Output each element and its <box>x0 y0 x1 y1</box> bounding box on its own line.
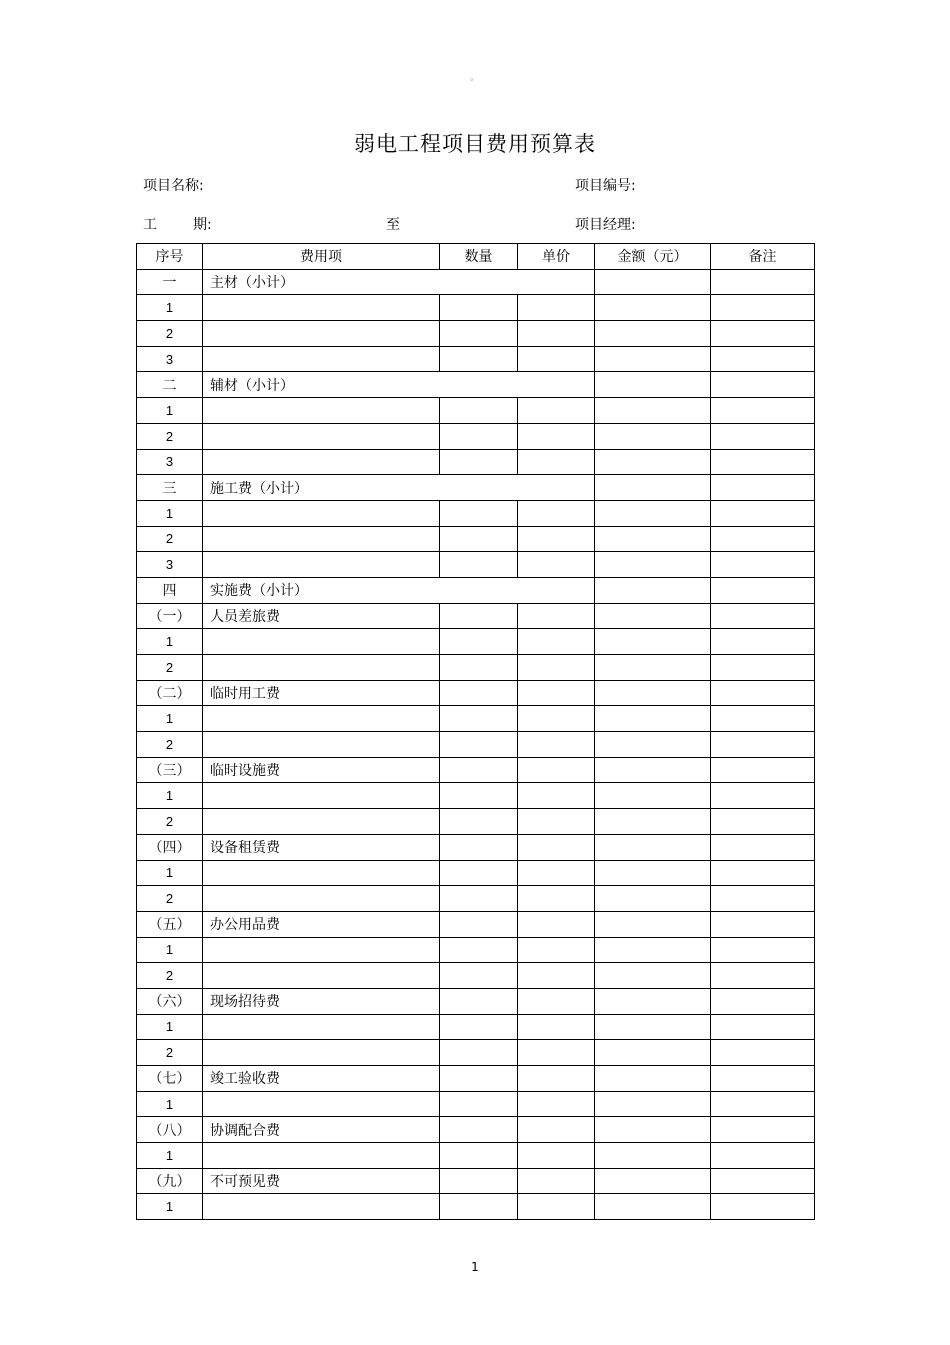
row-remark <box>711 321 815 347</box>
row-quantity <box>440 1117 518 1143</box>
row-item-name <box>203 655 440 681</box>
row-remark <box>711 1091 815 1117</box>
row-quantity <box>440 1168 518 1194</box>
row-unit-price <box>518 1194 595 1220</box>
row-item-name: 临时用工费 <box>203 680 440 706</box>
row-remark <box>711 475 815 501</box>
row-remark <box>711 500 815 526</box>
row-item-name <box>203 937 440 963</box>
row-remark <box>711 372 815 398</box>
row-unit-price <box>518 526 595 552</box>
row-unit-price <box>518 321 595 347</box>
row-item-name <box>203 1143 440 1169</box>
row-remark <box>711 834 815 860</box>
row-unit-price <box>518 500 595 526</box>
row-number: 1 <box>137 706 203 732</box>
row-remark <box>711 552 815 578</box>
row-number: 2 <box>137 732 203 758</box>
row-number: 2 <box>137 1040 203 1066</box>
row-amount <box>595 1091 711 1117</box>
table-row <box>137 757 815 783</box>
row-quantity <box>440 321 518 347</box>
table-row <box>137 732 815 758</box>
row-item-name <box>203 526 440 552</box>
table-row <box>137 629 815 655</box>
row-item-name <box>203 295 440 321</box>
row-quantity <box>440 295 518 321</box>
row-amount <box>595 1168 711 1194</box>
table-row <box>137 706 815 732</box>
row-quantity <box>440 860 518 886</box>
row-number: （三） <box>137 757 203 783</box>
row-number: 3 <box>137 449 203 475</box>
row-amount <box>595 757 711 783</box>
row-quantity <box>440 526 518 552</box>
row-remark <box>711 526 815 552</box>
row-remark <box>711 1117 815 1143</box>
row-amount <box>595 911 711 937</box>
table-row <box>137 860 815 886</box>
table-row <box>137 603 815 629</box>
row-amount <box>595 860 711 886</box>
row-unit-price <box>518 860 595 886</box>
row-item-name <box>203 783 440 809</box>
row-quantity <box>440 680 518 706</box>
row-quantity <box>440 809 518 835</box>
table-row <box>137 1040 815 1066</box>
row-amount <box>595 321 711 347</box>
row-quantity <box>440 1143 518 1169</box>
row-unit-price <box>518 1168 595 1194</box>
row-number: 2 <box>137 423 203 449</box>
row-amount <box>595 1117 711 1143</box>
budget-table-body <box>137 269 815 1219</box>
table-row <box>137 423 815 449</box>
row-amount <box>595 809 711 835</box>
table-row <box>137 655 815 681</box>
row-amount <box>595 1040 711 1066</box>
row-amount <box>595 963 711 989</box>
row-quantity <box>440 346 518 372</box>
row-amount <box>595 1143 711 1169</box>
row-number: 3 <box>137 552 203 578</box>
row-unit-price <box>518 346 595 372</box>
period-label-part-2: 期: <box>193 217 212 233</box>
row-quantity <box>440 500 518 526</box>
row-remark <box>711 809 815 835</box>
row-quantity <box>440 1091 518 1117</box>
row-amount <box>595 526 711 552</box>
table-row <box>137 834 815 860</box>
table-row <box>137 1117 815 1143</box>
row-item-name <box>203 732 440 758</box>
row-item-name: 协调配合费 <box>203 1117 440 1143</box>
row-remark <box>711 449 815 475</box>
row-item-name <box>203 706 440 732</box>
row-remark <box>711 783 815 809</box>
row-amount <box>595 706 711 732</box>
row-item-name <box>203 1014 440 1040</box>
row-item-name <box>203 1194 440 1220</box>
row-item-name <box>203 1040 440 1066</box>
row-amount <box>595 937 711 963</box>
row-number: （八） <box>137 1117 203 1143</box>
row-item-name <box>203 886 440 912</box>
row-number: 1 <box>137 629 203 655</box>
row-number: （二） <box>137 680 203 706</box>
row-quantity <box>440 552 518 578</box>
row-remark <box>711 655 815 681</box>
row-number: 1 <box>137 1091 203 1117</box>
row-item-name <box>203 1091 440 1117</box>
period-to-label: 至 <box>386 217 400 233</box>
row-quantity <box>440 783 518 809</box>
row-quantity <box>440 655 518 681</box>
row-unit-price <box>518 1117 595 1143</box>
row-number: 2 <box>137 321 203 347</box>
row-number: 3 <box>137 346 203 372</box>
row-remark <box>711 295 815 321</box>
row-unit-price <box>518 680 595 706</box>
row-number: （五） <box>137 911 203 937</box>
row-remark <box>711 1066 815 1092</box>
subtotal-row <box>137 475 815 501</box>
row-remark <box>711 1194 815 1220</box>
row-number: 1 <box>137 398 203 424</box>
row-quantity <box>440 1040 518 1066</box>
period-label <box>143 214 212 234</box>
row-amount <box>595 988 711 1014</box>
row-item-name: 办公用品费 <box>203 911 440 937</box>
row-unit-price <box>518 809 595 835</box>
col-header-item: 费用项 <box>203 244 440 270</box>
row-number: （九） <box>137 1168 203 1194</box>
row-item-name <box>203 629 440 655</box>
row-item-name <box>203 423 440 449</box>
row-quantity <box>440 629 518 655</box>
table-row <box>137 500 815 526</box>
row-remark <box>711 577 815 603</box>
table-row <box>137 1168 815 1194</box>
row-amount <box>595 1194 711 1220</box>
row-remark <box>711 1014 815 1040</box>
row-unit-price <box>518 629 595 655</box>
row-remark <box>711 346 815 372</box>
row-amount <box>595 269 711 295</box>
row-number: （七） <box>137 1066 203 1092</box>
row-number: 1 <box>137 937 203 963</box>
row-quantity <box>440 1066 518 1092</box>
row-amount <box>595 629 711 655</box>
row-item-name <box>203 449 440 475</box>
row-remark <box>711 911 815 937</box>
row-amount <box>595 398 711 424</box>
row-item-name: 设备租赁费 <box>203 834 440 860</box>
row-remark <box>711 963 815 989</box>
row-item-name: 施工费（小计） <box>203 475 595 501</box>
row-quantity <box>440 937 518 963</box>
project-name-label: 项目名称: <box>143 178 204 194</box>
table-row <box>137 680 815 706</box>
row-number: 1 <box>137 1143 203 1169</box>
row-unit-price <box>518 783 595 809</box>
row-number: （四） <box>137 834 203 860</box>
row-number: 1 <box>137 1194 203 1220</box>
row-item-name: 临时设施费 <box>203 757 440 783</box>
row-item-name <box>203 860 440 886</box>
table-row <box>137 526 815 552</box>
row-unit-price <box>518 423 595 449</box>
row-quantity <box>440 1014 518 1040</box>
row-quantity <box>440 757 518 783</box>
row-remark <box>711 1143 815 1169</box>
table-row <box>137 1143 815 1169</box>
subtotal-row <box>137 577 815 603</box>
row-quantity <box>440 706 518 732</box>
row-item-name <box>203 346 440 372</box>
row-unit-price <box>518 655 595 681</box>
col-header-amount: 金额（元） <box>595 244 711 270</box>
row-unit-price <box>518 988 595 1014</box>
table-row <box>137 346 815 372</box>
row-number: 1 <box>137 860 203 886</box>
row-unit-price <box>518 449 595 475</box>
row-quantity <box>440 1194 518 1220</box>
row-unit-price <box>518 552 595 578</box>
table-header-row <box>137 244 815 270</box>
row-item-name <box>203 398 440 424</box>
row-remark <box>711 603 815 629</box>
row-item-name: 现场招待费 <box>203 988 440 1014</box>
table-row <box>137 1091 815 1117</box>
row-remark <box>711 1040 815 1066</box>
row-item-name: 实施费（小计） <box>203 577 595 603</box>
row-number: （一） <box>137 603 203 629</box>
row-remark <box>711 423 815 449</box>
top-dot-mark: 。 <box>470 73 480 83</box>
col-header-remark: 备注 <box>711 244 815 270</box>
row-unit-price <box>518 1066 595 1092</box>
row-amount <box>595 423 711 449</box>
row-number: 2 <box>137 655 203 681</box>
row-number: 二 <box>137 372 203 398</box>
table-row <box>137 1014 815 1040</box>
row-item-name <box>203 809 440 835</box>
table-row <box>137 1066 815 1092</box>
row-amount <box>595 577 711 603</box>
row-amount <box>595 732 711 758</box>
row-unit-price <box>518 757 595 783</box>
row-amount <box>595 1014 711 1040</box>
row-remark <box>711 398 815 424</box>
row-unit-price <box>518 1014 595 1040</box>
row-amount <box>595 603 711 629</box>
row-number: 2 <box>137 886 203 912</box>
table-row <box>137 988 815 1014</box>
row-unit-price <box>518 603 595 629</box>
row-item-name <box>203 552 440 578</box>
row-unit-price <box>518 398 595 424</box>
row-amount <box>595 372 711 398</box>
subtotal-row <box>137 372 815 398</box>
period-label-part-1: 工 <box>143 217 157 233</box>
row-remark <box>711 860 815 886</box>
row-quantity <box>440 911 518 937</box>
row-item-name: 不可预见费 <box>203 1168 440 1194</box>
row-unit-price <box>518 732 595 758</box>
row-remark <box>711 680 815 706</box>
row-amount <box>595 886 711 912</box>
row-unit-price <box>518 886 595 912</box>
row-unit-price <box>518 1091 595 1117</box>
row-amount <box>595 655 711 681</box>
row-unit-price <box>518 834 595 860</box>
row-quantity <box>440 398 518 424</box>
row-unit-price <box>518 1040 595 1066</box>
row-remark <box>711 757 815 783</box>
table-row <box>137 783 815 809</box>
row-quantity <box>440 423 518 449</box>
row-number: 2 <box>137 526 203 552</box>
row-amount <box>595 295 711 321</box>
row-amount <box>595 449 711 475</box>
row-number: 三 <box>137 475 203 501</box>
row-item-name <box>203 321 440 347</box>
project-manager-label: 项目经理: <box>575 217 636 233</box>
table-row <box>137 321 815 347</box>
row-item-name: 辅材（小计） <box>203 372 595 398</box>
row-quantity <box>440 732 518 758</box>
row-unit-price <box>518 937 595 963</box>
row-remark <box>711 988 815 1014</box>
row-item-name: 竣工验收费 <box>203 1066 440 1092</box>
table-row <box>137 1194 815 1220</box>
col-header-qty: 数量 <box>440 244 518 270</box>
table-row <box>137 809 815 835</box>
row-unit-price <box>518 911 595 937</box>
row-number: 一 <box>137 269 203 295</box>
table-row <box>137 886 815 912</box>
row-unit-price <box>518 706 595 732</box>
col-header-no: 序号 <box>137 244 203 270</box>
table-row <box>137 295 815 321</box>
subtotal-row <box>137 269 815 295</box>
table-row <box>137 937 815 963</box>
row-remark <box>711 937 815 963</box>
row-remark <box>711 732 815 758</box>
row-quantity <box>440 988 518 1014</box>
row-number: 1 <box>137 295 203 321</box>
row-number: 四 <box>137 577 203 603</box>
row-unit-price <box>518 295 595 321</box>
row-remark <box>711 269 815 295</box>
row-number: 2 <box>137 963 203 989</box>
row-amount <box>595 680 711 706</box>
row-amount <box>595 783 711 809</box>
row-item-name: 主材（小计） <box>203 269 595 295</box>
row-amount <box>595 500 711 526</box>
row-unit-price <box>518 1143 595 1169</box>
row-remark <box>711 886 815 912</box>
row-number: 1 <box>137 1014 203 1040</box>
row-number: （六） <box>137 988 203 1014</box>
page-number: 1 <box>471 1260 479 1274</box>
row-quantity <box>440 886 518 912</box>
row-quantity <box>440 603 518 629</box>
table-row <box>137 963 815 989</box>
table-row <box>137 398 815 424</box>
row-item-name <box>203 500 440 526</box>
row-quantity <box>440 963 518 989</box>
page-title: 弱电工程项目费用预算表 <box>354 132 596 156</box>
col-header-price: 单价 <box>518 244 595 270</box>
row-remark <box>711 629 815 655</box>
row-amount <box>595 475 711 501</box>
row-number: 1 <box>137 500 203 526</box>
row-quantity <box>440 449 518 475</box>
row-unit-price <box>518 963 595 989</box>
row-number: 2 <box>137 809 203 835</box>
row-amount <box>595 346 711 372</box>
row-item-name: 人员差旅费 <box>203 603 440 629</box>
project-number-label: 项目编号: <box>575 178 636 194</box>
budget-table <box>136 243 815 1220</box>
table-row <box>137 911 815 937</box>
row-quantity <box>440 834 518 860</box>
row-amount <box>595 834 711 860</box>
table-row <box>137 552 815 578</box>
row-number: 1 <box>137 783 203 809</box>
row-amount <box>595 1066 711 1092</box>
row-item-name <box>203 963 440 989</box>
table-row <box>137 449 815 475</box>
row-amount <box>595 552 711 578</box>
row-remark <box>711 706 815 732</box>
row-remark <box>711 1168 815 1194</box>
